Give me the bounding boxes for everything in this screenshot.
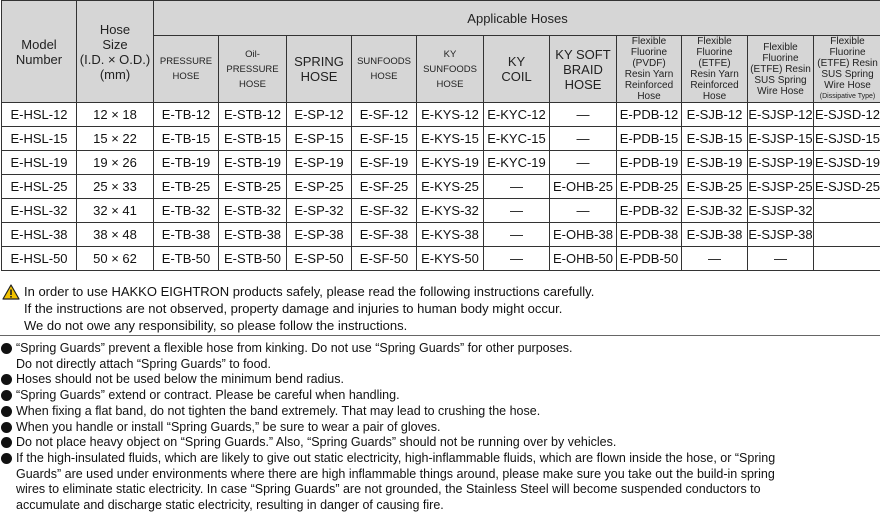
hose-part-cell: E-KYS-15 xyxy=(417,127,484,151)
hose-part-cell: E-PDB-32 xyxy=(617,199,682,223)
hose-size-cell: 19 × 26 xyxy=(77,151,154,175)
hose-part-cell: E-STB-15 xyxy=(219,127,287,151)
hose-type-header: Flexible Fluorine (ETFE) Resin SUS Spring Wire Hose (Dissipative Type) xyxy=(814,36,880,103)
hose-part-cell: E-SJSD-19 xyxy=(814,151,880,175)
hose-size-cell: 50 × 62 xyxy=(77,247,154,271)
hose-part-cell: E-SJB-32 xyxy=(682,199,748,223)
hose-part-cell: E-SJB-25 xyxy=(682,175,748,199)
model-number-cell: E-HSL-38 xyxy=(2,223,77,247)
hose-part-cell: E-SF-15 xyxy=(352,127,417,151)
hose-size-cell: 38 × 48 xyxy=(77,223,154,247)
hose-part-cell: E-TB-12 xyxy=(154,103,219,127)
model-number-header: Model Number xyxy=(2,1,77,103)
hose-part-cell: E-SP-12 xyxy=(287,103,352,127)
hose-part-cell: E-KYS-32 xyxy=(417,199,484,223)
hose-part-cell: E-STB-12 xyxy=(219,103,287,127)
hose-part-cell xyxy=(814,247,880,271)
bullet-icon xyxy=(1,437,12,448)
hose-part-cell: — xyxy=(550,103,617,127)
table-row xyxy=(2,247,880,271)
hose-part-cell: E-KYS-19 xyxy=(417,151,484,175)
hose-part-cell: E-STB-19 xyxy=(219,151,287,175)
hose-size-cell: 15 × 22 xyxy=(77,127,154,151)
bullet-icon xyxy=(1,406,12,417)
hose-part-cell: E-PDB-38 xyxy=(617,223,682,247)
hose-part-cell: E-OHB-25 xyxy=(550,175,617,199)
hose-type-header: Flexible Fluorine (ETFE) Resin Yarn Reinforced Hose xyxy=(682,36,748,103)
precaution-line: Do not place heavy object on “Spring Guards.” Also, “Spring Guards” should not be running over by vehicles. xyxy=(16,435,617,450)
hose-part-cell: E-KYC-12 xyxy=(484,103,550,127)
hose-part-cell: — xyxy=(748,247,814,271)
hose-part-cell: E-SJB-19 xyxy=(682,151,748,175)
hose-type-header: KY COIL xyxy=(484,36,550,103)
precaution-line: “Spring Guards” extend or contract. Please be careful when handling. xyxy=(16,388,400,403)
model-number-cell: E-HSL-19 xyxy=(2,151,77,175)
hose-part-cell: — xyxy=(550,151,617,175)
table-row xyxy=(2,103,880,127)
hose-part-cell: E-SP-19 xyxy=(287,151,352,175)
hose-part-cell: E-SF-38 xyxy=(352,223,417,247)
applicable-hoses-header: Applicable Hoses xyxy=(154,1,880,36)
bullet-icon xyxy=(1,453,12,464)
hose-part-cell: E-SP-32 xyxy=(287,199,352,223)
table-row xyxy=(2,175,880,199)
hose-part-cell: E-SF-32 xyxy=(352,199,417,223)
applicable-hoses-table xyxy=(1,0,880,271)
hose-part-cell: E-SJSP-32 xyxy=(748,199,814,223)
hose-part-cell: E-SJSP-38 xyxy=(748,223,814,247)
hose-part-cell: E-PDB-25 xyxy=(617,175,682,199)
safety-warning xyxy=(0,283,880,334)
precaution-item xyxy=(0,435,880,451)
precaution-item xyxy=(0,341,880,372)
hose-part-cell: E-TB-50 xyxy=(154,247,219,271)
hose-part-cell: E-OHB-38 xyxy=(550,223,617,247)
hose-part-cell: E-PDB-19 xyxy=(617,151,682,175)
hose-part-cell: E-SJSD-25 xyxy=(814,175,880,199)
hose-part-cell: — xyxy=(550,127,617,151)
hose-part-cell: E-SJSD-15 xyxy=(814,127,880,151)
hose-part-cell: E-SJSP-19 xyxy=(748,151,814,175)
hose-part-cell: E-SJSP-12 xyxy=(748,103,814,127)
hose-type-header: KY SUNFOODS HOSE xyxy=(417,36,484,103)
hose-part-cell: E-SF-25 xyxy=(352,175,417,199)
warning-triangle-icon xyxy=(2,284,20,300)
bullet-icon xyxy=(1,422,12,433)
model-number-cell: E-HSL-32 xyxy=(2,199,77,223)
precaution-line: Do not directly attach “Spring Guards” to food. xyxy=(16,356,271,371)
hose-part-cell: E-TB-15 xyxy=(154,127,219,151)
model-number-cell: E-HSL-15 xyxy=(2,127,77,151)
hose-part-cell xyxy=(814,199,880,223)
hose-part-cell xyxy=(814,223,880,247)
precaution-line: “Spring Guards” prevent a flexible hose from kinking. Do not use “Spring Guards” for other purposes. xyxy=(16,341,573,355)
hose-part-cell: E-PDB-50 xyxy=(617,247,682,271)
hose-type-header: PRESSURE HOSE xyxy=(154,36,219,103)
bullet-icon xyxy=(1,390,12,401)
precaution-line: When fixing a flat band, do not tighten the band extremely. That may lead to crushing the hose. xyxy=(16,403,541,418)
table-row xyxy=(2,199,880,223)
precaution-line: wires to eliminate static electricity. In case “Spring Guards” are not grounded, the Stainless Steel will become suspended conductors to xyxy=(16,482,761,497)
model-number-cell: E-HSL-12 xyxy=(2,103,77,127)
hose-part-cell: E-KYC-15 xyxy=(484,127,550,151)
hose-part-cell: E-KYS-38 xyxy=(417,223,484,247)
warning-line: If the instructions are not observed, property damage and injuries to human body might occur. xyxy=(24,301,563,316)
hose-part-cell: E-SF-50 xyxy=(352,247,417,271)
precaution-line: If the high-insulated fluids, which are likely to give out static electricity, high-inflammable fluids, which are flown inside the hose, or “Spring xyxy=(16,450,776,465)
hose-part-cell: E-OHB-50 xyxy=(550,247,617,271)
hose-part-cell: E-PDB-12 xyxy=(617,103,682,127)
warning-line: In order to use HAKKO EIGHTRON products safely, please read the following instructions carefully. xyxy=(24,284,595,299)
hose-part-cell: — xyxy=(550,199,617,223)
hose-part-cell: E-SJB-15 xyxy=(682,127,748,151)
hose-part-cell: E-SP-25 xyxy=(287,175,352,199)
hose-part-cell: E-SP-15 xyxy=(287,127,352,151)
precaution-item xyxy=(0,404,880,420)
bullet-icon xyxy=(1,374,12,385)
hose-part-cell: — xyxy=(484,175,550,199)
bullet-icon xyxy=(1,343,12,354)
hose-part-cell: E-STB-38 xyxy=(219,223,287,247)
hose-part-cell: — xyxy=(484,199,550,223)
hose-part-cell: E-SP-38 xyxy=(287,223,352,247)
hose-type-header: SPRING HOSE xyxy=(287,36,352,103)
hose-part-cell: E-SJB-38 xyxy=(682,223,748,247)
hose-part-cell: E-STB-50 xyxy=(219,247,287,271)
precaution-item xyxy=(0,372,880,388)
table-row xyxy=(2,223,880,247)
hose-type-header: KY SOFT BRAID HOSE xyxy=(550,36,617,103)
section-divider xyxy=(0,335,880,336)
hose-part-cell: — xyxy=(484,247,550,271)
hose-part-cell: E-SF-12 xyxy=(352,103,417,127)
model-number-cell: E-HSL-25 xyxy=(2,175,77,199)
hose-size-cell: 32 × 41 xyxy=(77,199,154,223)
precaution-item xyxy=(0,388,880,404)
hose-part-cell: E-SJB-12 xyxy=(682,103,748,127)
precaution-item xyxy=(0,420,880,436)
precaution-line: Guards” are used under environments where there are high inflammable things around, please make sure you take out the build-in spring xyxy=(16,466,775,481)
table-row xyxy=(2,151,880,175)
hose-part-cell: E-KYC-19 xyxy=(484,151,550,175)
hose-part-cell: E-TB-25 xyxy=(154,175,219,199)
precaution-line: accumulate and discharge static electricity, resulting in danger of causing fire. xyxy=(16,498,444,513)
precaution-item xyxy=(0,451,880,514)
hose-part-cell: E-TB-19 xyxy=(154,151,219,175)
hose-part-cell: E-SJSP-25 xyxy=(748,175,814,199)
precaution-list xyxy=(0,341,880,514)
hose-size-cell: 25 × 33 xyxy=(77,175,154,199)
hose-part-cell: — xyxy=(484,223,550,247)
model-number-cell: E-HSL-50 xyxy=(2,247,77,271)
hose-part-cell: E-KYS-50 xyxy=(417,247,484,271)
table-row xyxy=(2,127,880,151)
hose-part-cell: E-SP-50 xyxy=(287,247,352,271)
precaution-line: When you handle or install “Spring Guards,” be sure to wear a pair of gloves. xyxy=(16,419,441,434)
hose-part-cell: E-KYS-25 xyxy=(417,175,484,199)
warning-line: We do not owe any responsibility, so please follow the instructions. xyxy=(24,318,408,333)
hose-part-cell: E-STB-32 xyxy=(219,199,287,223)
hose-part-cell: E-SJSD-12 xyxy=(814,103,880,127)
precaution-line: Hoses should not be used below the minimum bend radius. xyxy=(16,372,344,387)
hose-part-cell: E-SF-19 xyxy=(352,151,417,175)
hose-type-header: SUNFOODS HOSE xyxy=(352,36,417,103)
hose-part-cell: E-SJSP-15 xyxy=(748,127,814,151)
hose-part-cell: E-PDB-15 xyxy=(617,127,682,151)
hose-type-header: Flexible Fluorine (ETFE) Resin SUS Spring Wire Hose xyxy=(748,36,814,103)
hose-size-cell: 12 × 18 xyxy=(77,103,154,127)
hose-type-header: Oil- PRESSURE HOSE xyxy=(219,36,287,103)
hose-type-header: Flexible Fluorine (PVDF) Resin Yarn Reinforced Hose xyxy=(617,36,682,103)
hose-part-cell: E-KYS-12 xyxy=(417,103,484,127)
hose-part-cell: E-TB-38 xyxy=(154,223,219,247)
hose-part-cell: — xyxy=(682,247,748,271)
hose-size-header: Hose Size (I.D. × O.D.) (mm) xyxy=(77,1,154,103)
hose-part-cell: E-STB-25 xyxy=(219,175,287,199)
hose-part-cell: E-TB-32 xyxy=(154,199,219,223)
